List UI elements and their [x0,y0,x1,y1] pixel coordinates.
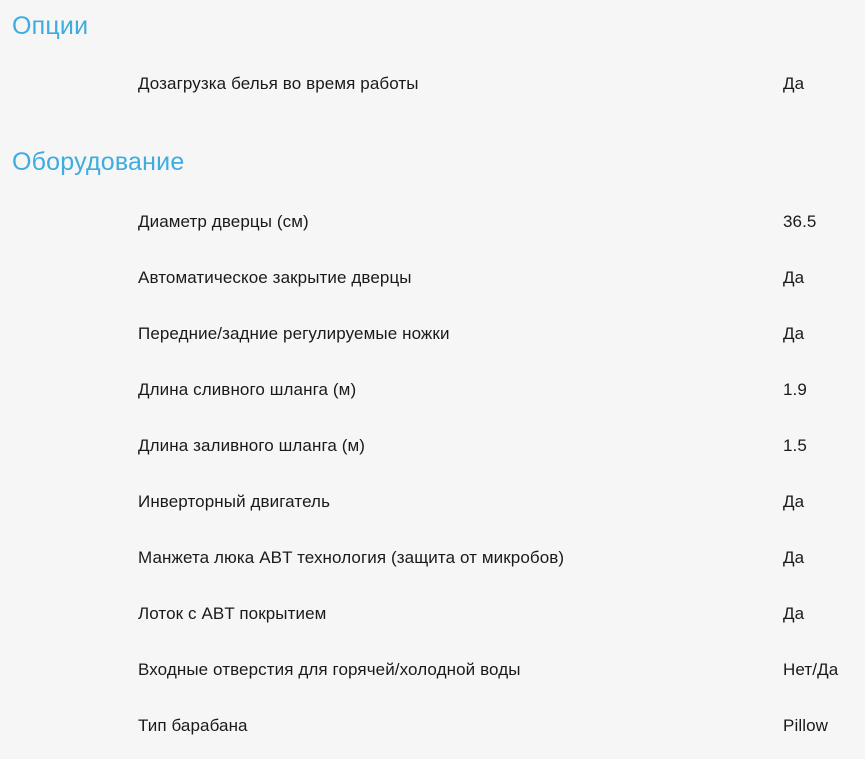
spec-label: Входные отверстия для горячей/холодной воды [138,660,521,679]
spec-row [0,698,865,754]
spec-value: 1.5 [783,436,807,455]
spec-row [0,418,865,474]
spec-value: Pillow [783,716,829,735]
spec-row [0,194,865,250]
spec-label: Длина сливного шланга (м) [138,380,357,399]
spec-row [0,530,865,586]
spec-label: Манжета люка ABT технология (защита от микробов) [138,548,565,567]
spec-value: Да [783,492,805,511]
spec-rows [0,194,865,754]
spec-label: Длина заливного шланга (м) [138,436,366,455]
spec-section-1 [0,144,865,754]
spec-rows [0,56,865,112]
spec-label: Инверторный двигатель [138,492,331,511]
spec-value: Да [783,324,805,343]
spec-row [0,586,865,642]
spec-value: Да [783,268,805,287]
spec-label: Автоматическое закрытие дверцы [138,268,412,287]
spec-value: Да [783,604,805,623]
section-title: Оборудование [12,148,185,176]
spec-value: Да [783,548,805,567]
spec-row [0,250,865,306]
section-title: Опции [12,12,89,40]
spec-value: Нет/Да [783,660,839,679]
spec-label: Диаметр дверцы (см) [138,212,309,231]
spec-row [0,362,865,418]
spec-row [0,56,865,112]
spec-row [0,642,865,698]
spec-value: Да [783,74,805,93]
spec-label: Передние/задние регулируемые ножки [138,324,450,343]
spec-label: Тип барабана [138,716,248,735]
spec-row [0,306,865,362]
spec-section-0 [0,8,865,112]
spec-value: 36.5 [783,212,817,231]
spec-value: 1.9 [783,380,807,399]
spec-row [0,474,865,530]
spec-label: Дозагрузка белья во время работы [138,74,419,93]
spec-label: Лоток с ABT покрытием [138,604,327,623]
